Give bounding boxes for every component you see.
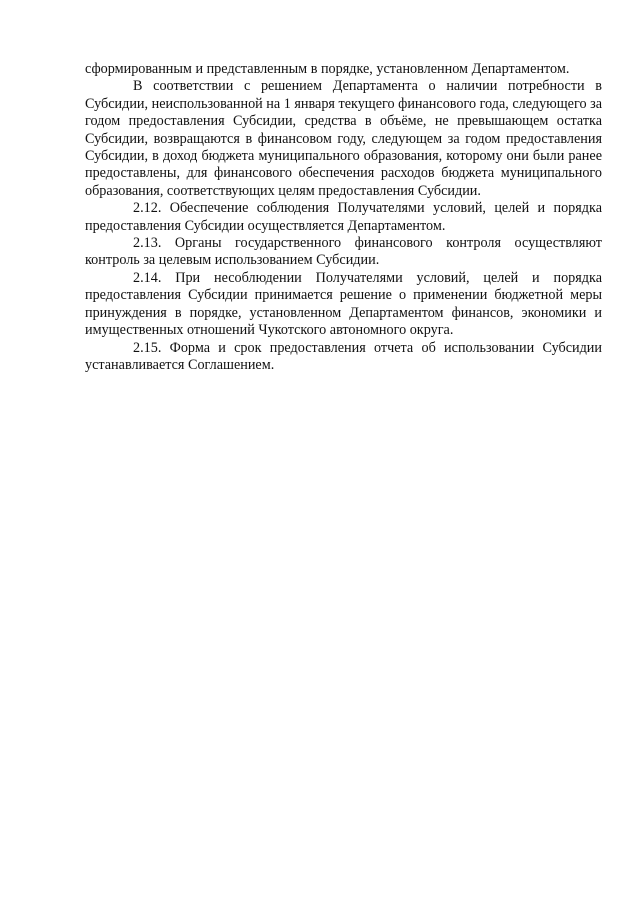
paragraph-2-14: 2.14. При несоблюдении Получателями условий, целей и порядка предоставления Субсидии принимается решение о применении бюджетной меры принуждения в порядке, установленном Департаментом финансов, экономики и имущественных отношений Чукотского автономного округа. bbox=[85, 269, 602, 339]
paragraph-2-15: 2.15. Форма и срок предоставления отчета об использовании Субсидии устанавливается Соглашением. bbox=[85, 339, 602, 373]
paragraph-continuation: сформированным и представленным в порядке, установленном Департаментом. bbox=[85, 61, 570, 77]
paragraph-subsidy-return: В соответствии с решением Департамента о наличии потребности в Субсидии, неиспользованной на 1 января текущего финансового года, следующего за годом предоставления Субсидии, средства в объёме, не превышающем остатка Субсидии, возвращаются в финансовом году, следующем за годом предоставления Субсидии, в доход бюджета муниципального образования, которому они были ранее предоставлены, для финансового обеспечения расходов бюджета муниципального образования, соответствующих целям предоставления Субсидии. bbox=[85, 78, 602, 199]
paragraph-2-12: 2.12. Обеспечение соблюдения Получателями условий, целей и порядка предоставления Субсидии осуществляется Департаментом. bbox=[85, 200, 602, 234]
paragraph-2-13: 2.13. Органы государственного финансового контроля осуществляют контроль за целевым использованием Субсидии. bbox=[85, 235, 602, 269]
document-body bbox=[85, 61, 602, 374]
